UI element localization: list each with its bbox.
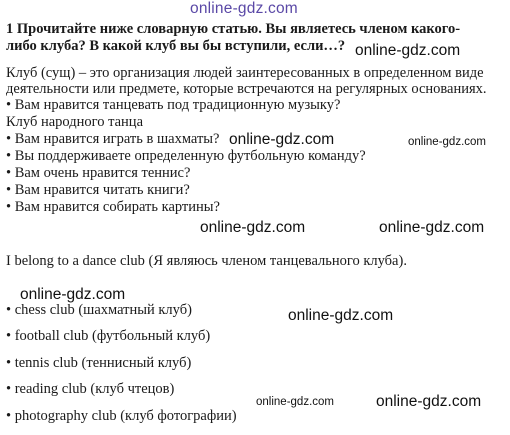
watermark: online-gdz.com <box>256 396 334 408</box>
watermark: online-gdz.com <box>355 42 461 59</box>
exercise-title-line1: 1 Прочитайте ниже словарную статью. Вы являетесь членом какого- <box>6 21 461 37</box>
club-list-item: • football club (футбольный клуб) <box>6 328 211 344</box>
exercise-title-line2: либо клуба? В какой клуб вы бы вступили, если…? <box>6 38 346 54</box>
question-answer-label: Клуб народного танца <box>6 114 143 130</box>
answer-statement: I belong to a dance club (Я являюсь членом танцевального клуба). <box>6 253 407 269</box>
question-item: • Вам нравится играть в шахматы? <box>6 131 220 147</box>
club-list-item: • photography club (клуб фотографии) <box>6 408 237 424</box>
watermark: online-gdz.com <box>408 136 486 148</box>
question-item: • Вам очень нравится теннис? <box>6 165 191 181</box>
watermark: online-gdz.com <box>200 219 306 236</box>
watermark: online-gdz.com <box>379 219 485 236</box>
question-item: • Вам нравится читать книги? <box>6 182 190 198</box>
definition-line1: Клуб (сущ) – это организация людей заинтересованных в определенном виде <box>6 65 484 81</box>
question-item: • Вам нравится собирать картины? <box>6 199 220 215</box>
club-list-item: • reading club (клуб чтецов) <box>6 381 175 397</box>
watermark-top: online-gdz.com <box>190 0 298 17</box>
watermark: online-gdz.com <box>376 393 482 410</box>
question-item: • Вы поддерживаете определенную футбольную команду? <box>6 148 366 164</box>
club-list-item: • chess club (шахматный клуб) <box>6 302 192 318</box>
watermark: online-gdz.com <box>288 307 394 324</box>
question-item: • Вам нравится танцевать под традиционную музыку? <box>6 97 341 113</box>
club-list-item: • tennis club (теннисный клуб) <box>6 355 192 371</box>
definition-line2: деятельности или предмете, которые встречаются на регулярных основаниях. <box>6 81 487 97</box>
watermark: online-gdz.com <box>20 286 126 303</box>
watermark: online-gdz.com <box>229 131 335 148</box>
